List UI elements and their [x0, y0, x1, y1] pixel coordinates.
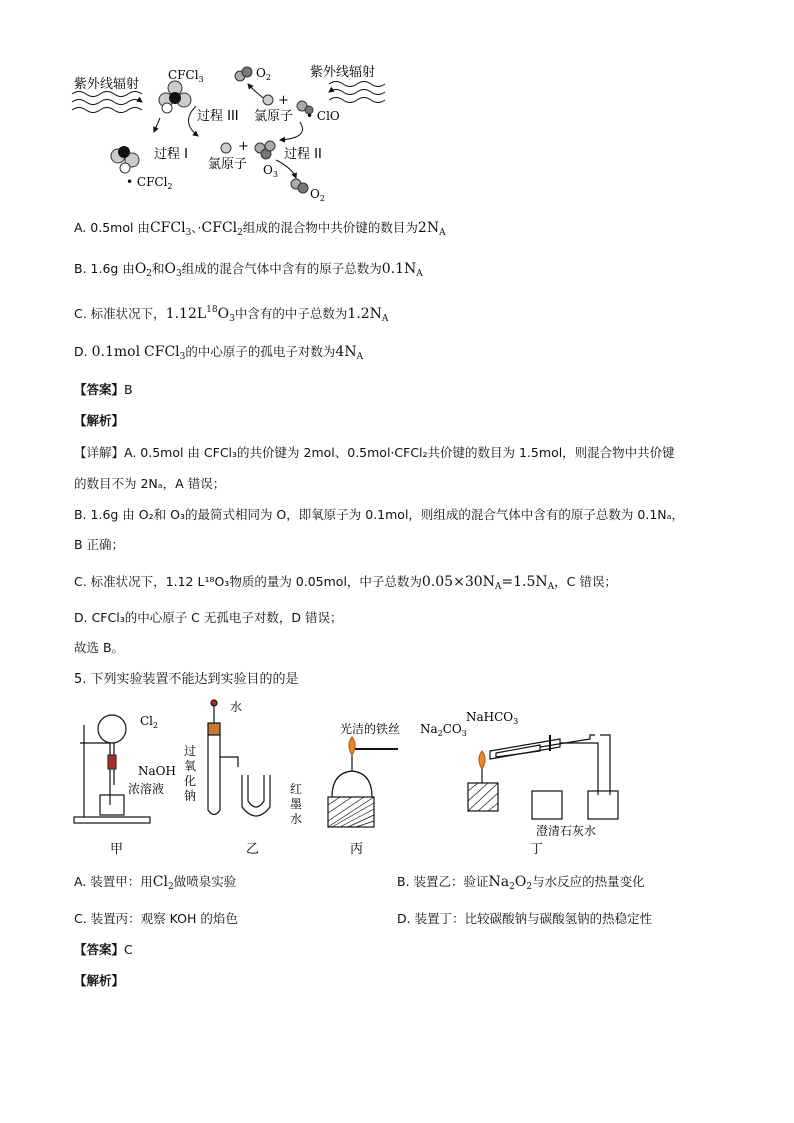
- svg-text:过: 过: [184, 744, 197, 758]
- cfcl2-label: • CFCl$_2$: [126, 175, 173, 191]
- svg-text:氧: 氧: [184, 759, 197, 773]
- ozone-cycle-diagram: [70, 60, 400, 210]
- jia-naoh-label: NaOH: [138, 764, 176, 778]
- q4-detail-line-7: 故选 B。: [74, 640, 125, 655]
- o2-bottom-label: $O_2$: [310, 187, 325, 203]
- q4-detail-line-3: B. 1.6g 由 O₂和 O₃的最简式相同为 O，即氧原子为 0.1mol，则组成的混合气体中含有的原子总数为 0.1Nₐ，: [74, 507, 685, 522]
- q4-detail-line-4: B 正确；: [74, 537, 125, 552]
- q4-detail-line-6: D. CFCl₃的中心原子 C 无孤电子对数，D 错误；: [74, 610, 343, 625]
- svg-text:墨: 墨: [290, 797, 303, 811]
- apparatus-bing: [328, 737, 398, 827]
- o2-top-label: $O_2$: [256, 66, 271, 82]
- q4-option-c: C. 标准状况下，$1.12L^{18}O_3$中含有的中子总数为$1.2N_A$: [74, 305, 389, 324]
- yi-water-label: 水: [230, 700, 243, 714]
- q5-answer: 【答案】C: [74, 942, 133, 957]
- ding-caption: 丁: [530, 842, 544, 857]
- cfcl3-molecule-icon: [159, 81, 191, 113]
- q4-detail-line-5: C. 标准状况下，1.12 L¹⁸O₃物质的量为 0.05mol，中子总数为$0.05\times 30N_A=1.5N_A$，C 错误；: [74, 574, 617, 592]
- q4-analysis-heading: 【解析】: [74, 413, 125, 428]
- q4-option-b: B. 1.6g 由$O_2$和$O_3$组成的混合气体中含有的原子总数为$0.1N_A$: [74, 261, 423, 279]
- uv-wave-right-icon: [329, 82, 385, 103]
- arrow-process1: [154, 118, 160, 132]
- uv-wave-left-icon: [72, 92, 142, 113]
- q5-option-b: B. 装置乙：验证$Na_2O_2$与水反应的热量变化: [397, 874, 645, 892]
- q4-option-a: A. 0.5mol 由CFCl$_3$、·CFCl$_2$组成的混合物中共价键的数目为$2N_A$: [74, 220, 446, 238]
- apparatus-yi: [208, 700, 270, 816]
- jia-solution-label: 浓溶液: [128, 782, 165, 796]
- svg-text:化: 化: [184, 774, 197, 788]
- o2-molecule-top-icon: [235, 67, 252, 81]
- chlorine-atom-middle-icon: [221, 143, 231, 153]
- q5-stem: 5. 下列实验装置不能达到实验目的的是: [74, 672, 299, 687]
- q5-apparatus-figure: [70, 695, 630, 860]
- cfcl2-molecule-icon: [111, 146, 139, 173]
- plus-middle: +: [238, 139, 249, 154]
- q5-option-a: A. 装置甲：用$Cl_2$做喷泉实验: [74, 874, 237, 892]
- bing-caption: 丙: [350, 842, 364, 857]
- svg-text:红: 红: [290, 782, 303, 796]
- q4-option-d: D. 0.1mol CFCl$_3$的中心原子的孤电子对数为$4N_A$: [74, 344, 364, 362]
- q4-detail-line-2: 的数目不为 2Nₐ，A 错误；: [74, 476, 226, 491]
- chlorine-atom-label-right: 氯原子: [254, 109, 294, 124]
- jia-gas-label: $Cl_2$: [140, 714, 159, 730]
- q4-answer: 【答案】B: [74, 382, 133, 397]
- process3-label: 过程 III: [197, 109, 239, 124]
- clo-label: • ClO: [306, 109, 340, 123]
- arrow-process2: [276, 160, 296, 178]
- yi-caption: 乙: [246, 842, 260, 857]
- process1-label: 过程 I: [154, 147, 188, 162]
- q4-detail-line-1: 【详解】A. 0.5mol 由 CFCl₃的共价键为 2mol、0.5mol·CFCl₂共价键的数目为 1.5mol，则混合物中共价键: [74, 445, 675, 460]
- yi-ink-label: [290, 782, 302, 826]
- process2-label: 过程 II: [284, 147, 322, 162]
- plus-right: +: [278, 93, 289, 108]
- q5-analysis-heading: 【解析】: [74, 973, 125, 988]
- cfcl3-label: CFCl$_3$: [168, 68, 204, 84]
- chlorine-atom-right-icon: [263, 95, 273, 105]
- ding-nahco3-label: NaHCO$_3$: [466, 710, 519, 726]
- bing-wire-label: 光洁的铁丝: [340, 722, 401, 736]
- arrow-clo-return: [280, 122, 303, 140]
- o2-molecule-bottom-icon: [291, 179, 308, 193]
- uv-label-left: 紫外线辐射: [74, 77, 140, 92]
- svg-text:水: 水: [290, 812, 303, 826]
- o3-label: $O_3$: [263, 163, 278, 179]
- ding-na2co3-label: $Na_2CO_3$: [420, 722, 467, 738]
- jia-caption: 甲: [110, 842, 124, 857]
- chlorine-atom-label-middle: 氯原子: [208, 157, 248, 172]
- o3-molecule-icon: [255, 141, 275, 159]
- q5-option-d: D. 装置丁：比较碳酸钠与碳酸氢钠的热稳定性: [397, 911, 653, 926]
- ding-limewater-label: 澄清石灰水: [536, 824, 597, 838]
- uv-label-right: 紫外线辐射: [310, 65, 376, 80]
- apparatus-ding: [468, 735, 618, 819]
- yi-reagent-label: [184, 743, 196, 803]
- q5-option-c: C. 装置丙：观察 KOH 的焰色: [74, 911, 238, 926]
- svg-text:钠: 钠: [184, 789, 197, 803]
